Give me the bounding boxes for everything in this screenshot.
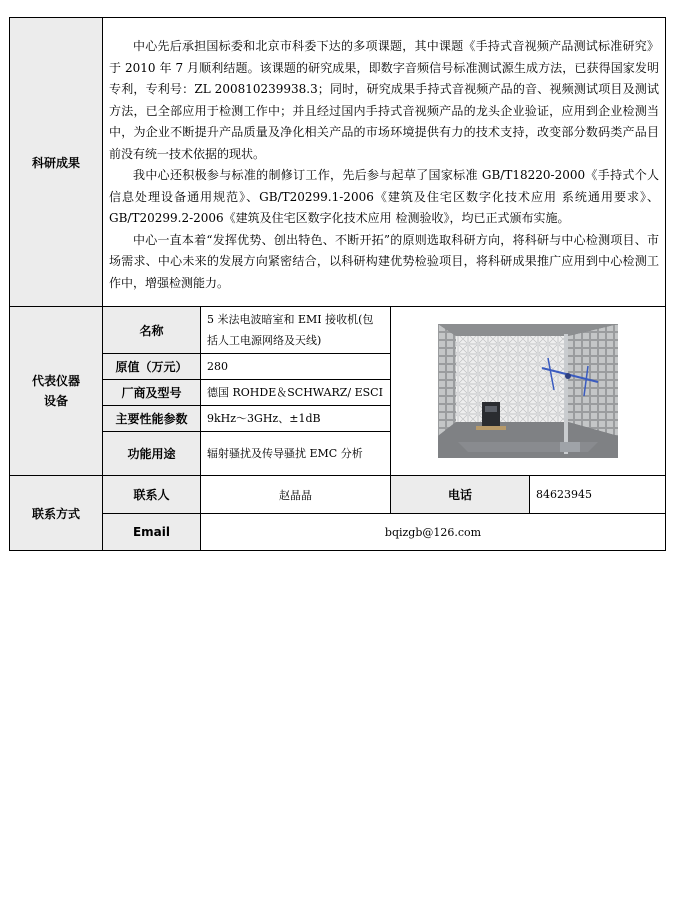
research-row — [10, 18, 666, 307]
anechoic-chamber-photo — [438, 324, 618, 458]
equipment-price-value: 280 — [201, 354, 391, 380]
equipment-model-label: 厂商及型号 — [103, 380, 201, 406]
equipment-price-label: 原值（万元） — [103, 354, 201, 380]
contact-phone-label: 电话 — [391, 476, 530, 514]
equipment-name-value: 5 米法电波暗室和 EMI 接收机(包括人工电源网络及天线) — [201, 307, 391, 354]
equipment-params-label: 主要性能参数 — [103, 406, 201, 432]
equipment-model-value: 德国 ROHDE＆SCHWARZ/ ESCI — [201, 380, 391, 406]
contact-email-label: Email — [103, 514, 201, 551]
research-label: 科研成果 — [10, 18, 103, 307]
research-paragraph: 中心一直本着“发挥优势、创出特色、不断开拓”的原则选取科研方向，将科研与中心检测项目、市场需求、中心未来的发展方向紧密结合，以科研构建优势检验项目，将科研成果推广应用到中心检测工作中，增强检测能力。 — [109, 232, 660, 290]
contact-person-label: 联系人 — [103, 476, 201, 514]
research-paragraph: 我中心还积极参与标准的制修订工作，先后参与起草了国家标准 GB/T18220-2000《手持式个人信息处理设备通用规范》、GB/T20299.1-2006《建筑及住宅区数字化技术应用 系统通用要求》、GB/T20299.2-2006《建筑及住宅区数字化技术应用 检测验收》，均已正式颁布实施。 — [109, 168, 660, 225]
contact-row — [10, 514, 666, 551]
info-sheet — [9, 17, 666, 551]
equipment-usage-value: 辐射骚扰及传导骚扰 EMC 分析 — [201, 432, 391, 476]
equipment-label — [10, 307, 103, 476]
research-content — [103, 18, 666, 307]
equipment-photo-cell — [391, 307, 666, 476]
contact-person-value: 赵晶晶 — [201, 476, 391, 514]
contact-row — [10, 476, 666, 514]
contact-phone-value: 84623945 — [530, 476, 666, 514]
contact-label: 联系方式 — [10, 476, 103, 551]
equipment-row — [10, 307, 666, 354]
research-paragraph: 中心先后承担国标委和北京市科委下达的多项课题，其中课题《手持式音视频产品测试标准研究》于 2010 年 7 月顺利结题。该课题的研究成果，即数字音频信号标准测试源生成方法，已获得国家发明专利，专利号：ZL 200810239938.3；同时，研究成果手持式音视频产品的音、视频测试项目及测试方法，已全部应用于检测工作中；并且经过国内手持式音视频产品的龙头企业验证，应用到企业检测当中，为企业不断提升产品质量及净化相关产品的市场环境提供有力的技术支持，改变部分数码类产品目前没有统一技术依据的现状。 — [109, 39, 660, 161]
equipment-label-text: 代表仪器设备 — [31, 374, 80, 408]
equipment-name-label: 名称 — [103, 307, 201, 354]
contact-email-value: bqizgb@126.com — [201, 514, 666, 551]
equipment-params-value: 9kHz～3GHz、±1dB — [201, 406, 391, 432]
equipment-usage-label: 功能用途 — [103, 432, 201, 476]
